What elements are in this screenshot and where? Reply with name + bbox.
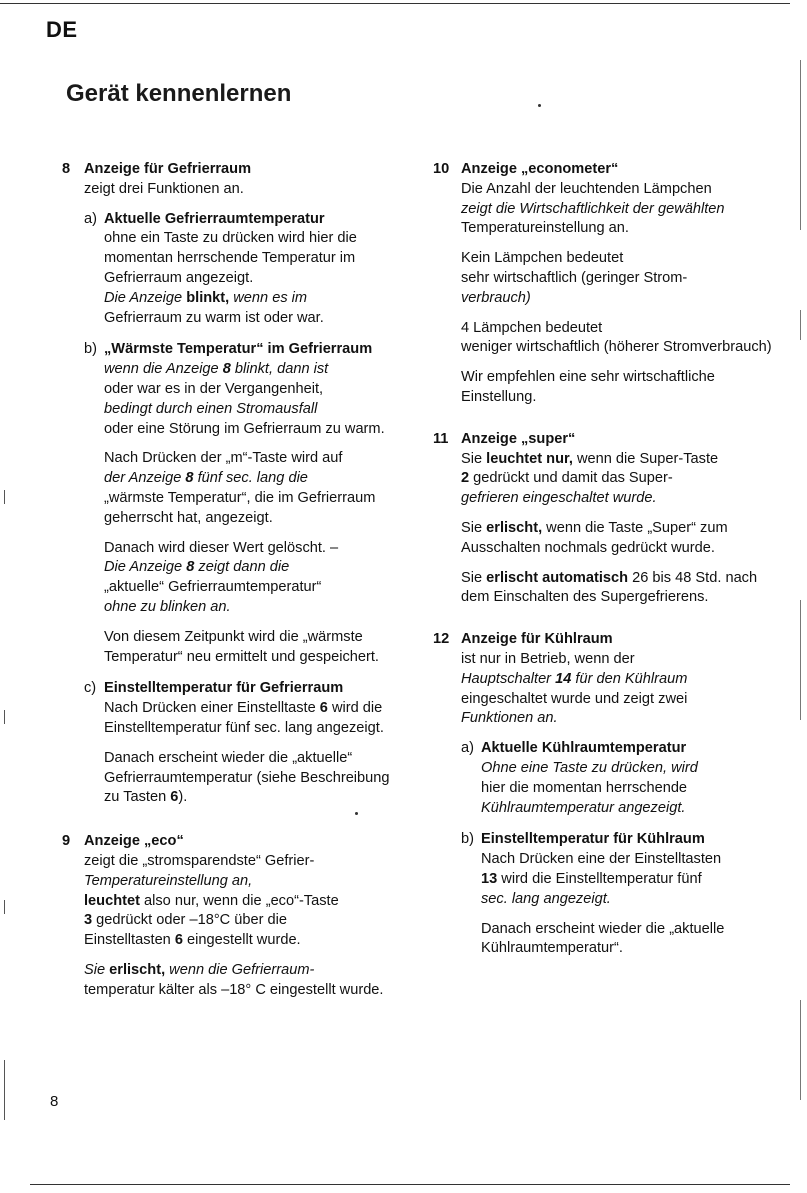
left-edge-mark	[4, 490, 5, 504]
paragraph: Die Anzeige blinkt, wenn es im	[104, 289, 308, 306]
item-number: 12	[433, 631, 450, 648]
paragraph: Nach Drücken einer Einstelltaste 6 wird die Einstelltemperatur fünf sec. lang angezeigt.	[104, 700, 384, 736]
right-edge-mark	[800, 310, 801, 340]
paragraph: ist nur in Betrieb, wenn der Hauptschalter 14 für den Kühlraum eingeschaltet wurde und zeigt zwei Funktionen an.	[461, 650, 688, 727]
page-number: 8	[50, 1093, 59, 1110]
subitem-label: c)	[84, 680, 97, 697]
paragraph: Sie erlischt automatisch 26 bis 48 Std. nach dem Einschalten des Supergefrierens.	[461, 569, 758, 606]
right-edge-mark	[800, 60, 801, 230]
subitem-a	[84, 210, 402, 329]
item-9	[62, 832, 402, 1000]
item-heading: Anzeige „econometer“	[461, 161, 619, 177]
item-number: 10	[433, 161, 450, 177]
item-number: 8	[62, 161, 71, 177]
item-11	[433, 430, 777, 608]
subitem-label: a)	[461, 740, 474, 757]
subitem-c	[84, 679, 402, 808]
item-number: 9	[62, 833, 71, 850]
item-heading: Anzeige „super“	[461, 430, 576, 447]
subitem-heading: Aktuelle Kühlraumtemperatur	[481, 740, 687, 757]
paragraph: Kein Lämpchen bedeutet sehr wirtschaftlich (geringer Strom- verbrauch)	[461, 250, 688, 306]
right-edge-mark	[800, 1000, 801, 1100]
subitem-heading: „Wärmste Temperatur“ im Gefrierraum	[104, 341, 373, 358]
paragraph: wenn die Anzeige 8 blinkt, dann ist oder war es in der Vergangenheit, bedingt durch einen Stromausfall oder eine Störung im Gefrierraum zu warm.	[104, 361, 385, 437]
paragraph: Gefrierraum zu warm ist oder war.	[104, 309, 324, 326]
item-intro: zeigt drei Funktionen an.	[84, 180, 244, 197]
paragraph: 4 Lämpchen bedeutet weniger wirtschaftlich (höherer Stromverbrauch)	[461, 319, 772, 356]
subitem-heading: Aktuelle Gefrierraumtemperatur	[104, 210, 325, 227]
subitem-label: b)	[461, 831, 474, 848]
paragraph: Die Anzahl der leuchtenden Lämpchen zeigt die Wirtschaftlichkeit der gewählten Temperatureinstellung an.	[461, 180, 725, 237]
right-column	[433, 160, 777, 977]
item-heading: Anzeige „eco“	[84, 833, 184, 850]
left-edge-mark	[4, 900, 5, 914]
left-edge-mark	[4, 1060, 5, 1120]
page-title: Gerät kennenlernen	[66, 80, 292, 107]
top-rule	[0, 3, 790, 4]
item-heading: Anzeige für Gefrierraum	[84, 161, 252, 177]
subitem-heading: Einstelltemperatur für Gefrierraum	[104, 680, 344, 697]
paragraph: Danach wird dieser Wert gelöscht. – Die Anzeige 8 zeigt dann die „aktuelle“ Gefrierraumtemperatur“ ohne zu blinken an.	[104, 539, 339, 615]
paragraph: Sie erlischt, wenn die Taste „Super“ zum Ausschalten nochmals gedrückt wurde.	[461, 519, 728, 556]
subitem-a	[461, 739, 777, 818]
paragraph: zeigt die „stromsparendste“ Gefrier- Temperatureinstellung an, leuchtet also nur, wenn die „eco“-Taste 3 gedrückt oder –18°C über die Einstelltasten 6 eingestellt wurde.	[84, 852, 339, 949]
bottom-rule	[30, 1184, 790, 1185]
paragraph: Sie leuchtet nur, wenn die Super-Taste 2 gedrückt und damit das Super- gefrieren eingeschaltet wurde.	[461, 450, 719, 507]
paragraph: Wir empfehlen eine sehr wirtschaftliche Einstellung.	[461, 369, 715, 405]
language-label: DE	[46, 17, 78, 42]
subitem-label: b)	[84, 341, 97, 358]
paragraph: Danach erscheint wieder die „aktuelle“ Gefrierraumtemperatur (siehe Beschreibung zu Tasten 6).	[104, 749, 390, 806]
subitem-heading: Einstelltemperatur für Kühlraum	[481, 831, 705, 848]
left-column	[62, 160, 402, 1018]
item-10	[433, 160, 777, 408]
paragraph: Von diesem Zeitpunkt wird die „wärmste Temperatur“ neu ermittelt und gespeichert.	[104, 628, 379, 665]
speck	[538, 104, 541, 107]
subitem-b	[84, 340, 402, 667]
item-12	[433, 630, 777, 959]
paragraph: Danach erscheint wieder die „aktuelle Kühlraumtemperatur“.	[481, 920, 725, 957]
paragraph: Nach Drücken der „m“-Taste wird auf der Anzeige 8 fünf sec. lang die „wärmste Temperatur“, die im Gefrierraum geherrscht hat, angezeigt.	[104, 450, 376, 526]
paragraph: Nach Drücken eine der Einstelltasten 13 wird die Einstelltemperatur fünf sec. lang angezeigt.	[481, 851, 722, 907]
item-8	[62, 160, 402, 808]
subitem-label: a)	[84, 210, 97, 227]
paragraph: Ohne eine Taste zu drücken, wird hier die momentan herrschende Kühlraumtemperatur angezeigt.	[481, 759, 698, 816]
paragraph: Sie erlischt, wenn die Gefrierraum- temperatur kälter als –18° C eingestellt wurde.	[84, 961, 384, 998]
left-edge-mark	[4, 710, 5, 724]
right-edge-mark	[800, 600, 801, 720]
subitem-b	[461, 830, 777, 959]
item-number: 11	[433, 430, 449, 447]
paragraph: ohne ein Taste zu drücken wird hier die momentan herrschende Temperatur im Gefrierraum angezeigt.	[104, 230, 357, 286]
item-heading: Anzeige für Kühlraum	[461, 631, 613, 648]
